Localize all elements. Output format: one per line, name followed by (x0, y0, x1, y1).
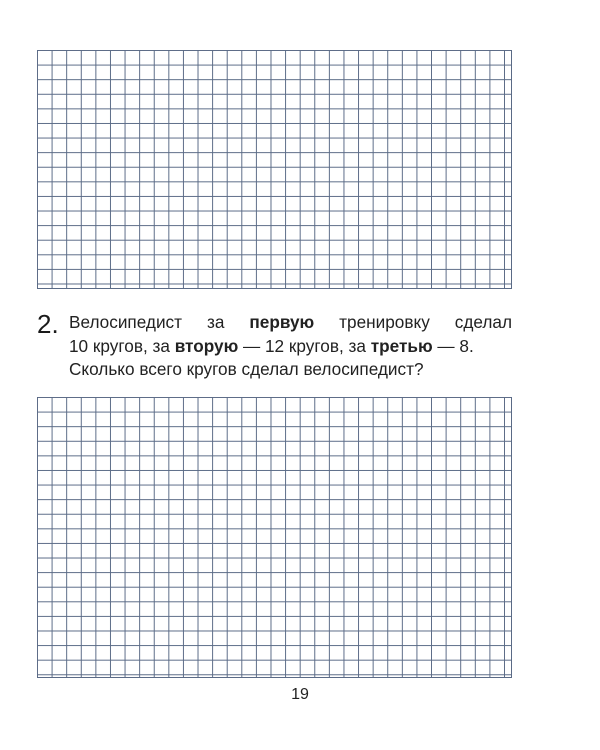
answer-grid-bottom (37, 397, 512, 678)
word: за (206, 312, 225, 332)
word-emphasis: первую (249, 312, 315, 332)
word: сделал (454, 312, 512, 332)
page-number: 19 (291, 686, 309, 703)
task-line-3: Сколько всего кругов сделал велосипедист? (69, 359, 424, 379)
word: тренировку (339, 312, 430, 332)
task-number: 2. (37, 309, 59, 339)
word-emphasis: вторую (174, 335, 239, 356)
answer-grid-top (37, 50, 512, 289)
word: Велосипедист (69, 312, 183, 332)
word-emphasis: третью (370, 335, 433, 356)
task-text (69, 311, 512, 382)
text-segment: — 12 кругов, за (238, 335, 371, 356)
text-segment: — 8. (432, 335, 474, 356)
text-segment: 10 кругов, за (69, 335, 175, 356)
task-line-2 (69, 335, 512, 359)
task-line-1 (69, 311, 512, 335)
